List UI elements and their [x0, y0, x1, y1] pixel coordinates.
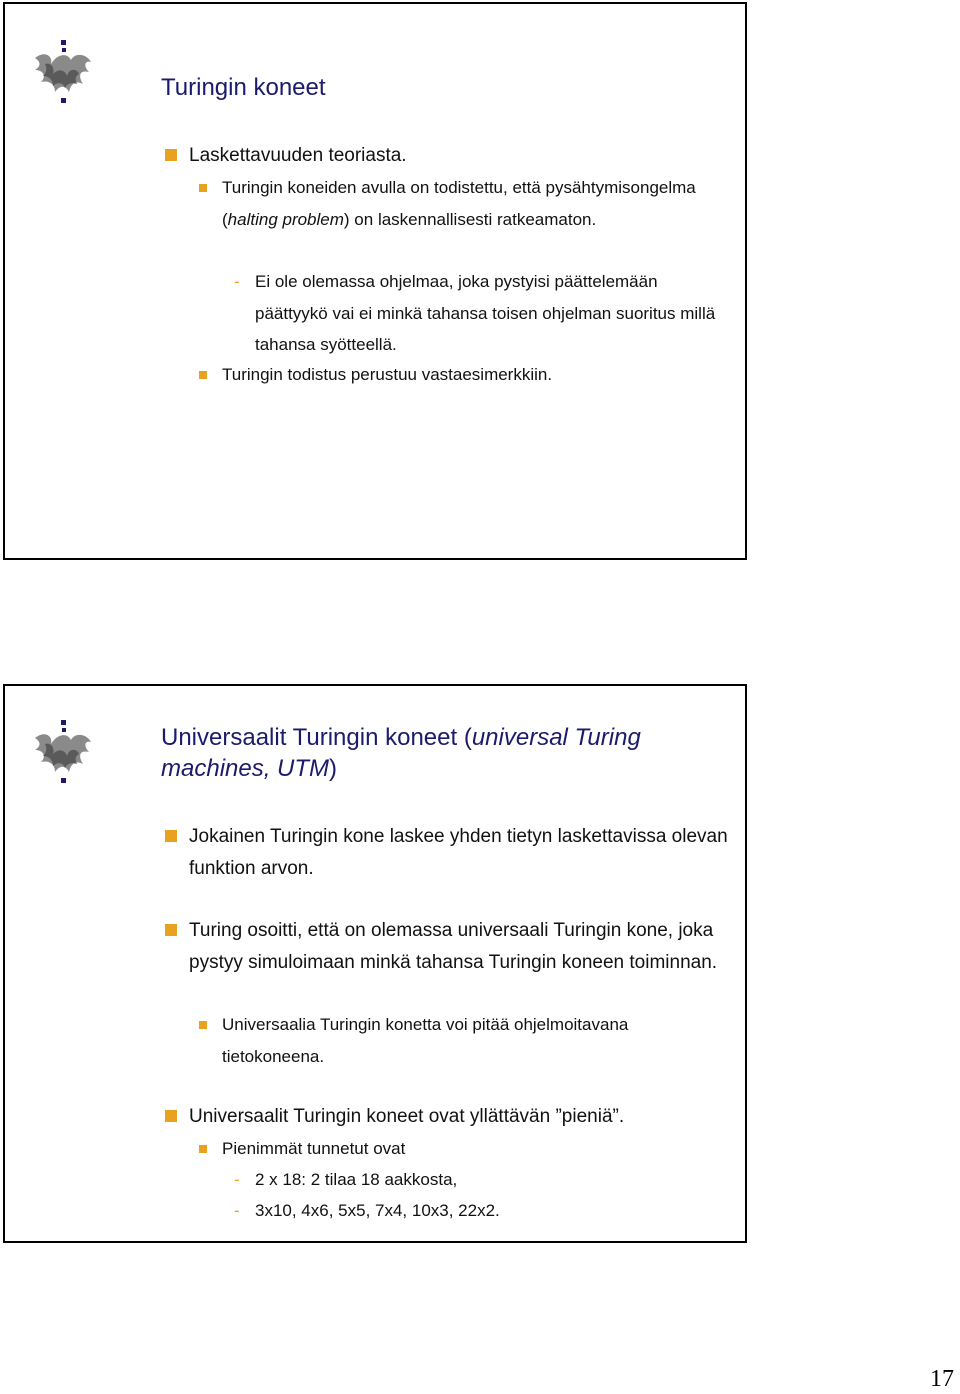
square-bullet-icon	[165, 924, 177, 936]
square-bullet-icon	[199, 1021, 207, 1029]
slide-2: Universaalit Turingin koneet (universal Turing machines, UTM) Jokainen Turingin kone laskee yhden tietyn laskettavissa olevan funktion arvon. Turing osoitti, että on olemassa universaali Turingin kone, joka pystyy simuloimaan minkä tahansa Turingin koneen toiminnan. Universaalia Turingin konetta voi pitää ohjelmoitavana tietokoneena. Universaalit Turingin koneet ovat yllättävän ”pieniä”. Pienimmät tunnetut ovat - 2 x 18: 2 tilaa 18 aakkosta, - 3x10, 4x6, 5x5, 7x4, 10x3, 22x2.	[3, 684, 747, 1243]
square-bullet-icon	[165, 1110, 177, 1122]
square-bullet-icon	[165, 830, 177, 842]
page-number: 17	[930, 1366, 954, 1392]
university-flame-logo-icon	[31, 720, 97, 786]
dash-bullet: -	[234, 1201, 240, 1220]
square-bullet-icon	[199, 184, 207, 192]
university-flame-logo-icon	[31, 40, 97, 106]
dash-bullet: -	[234, 272, 240, 291]
square-bullet-icon	[199, 371, 207, 379]
slide-title: Turingin koneet	[161, 74, 326, 101]
slide-1: Turingin koneet Laskettavuuden teoriasta. Turingin koneiden avulla on todistettu, että pysähtymisongelma (halting problem) on laskennallisesti ratkeamaton. - Ei ole olemassa ohjelmaa, joka pystyisi päättelemään päättyykö vai ei minkä tahansa toisen ohjelman suoritus millä tahansa syötteellä. Turingin todistus perustuu vastaesimerkkiin.	[3, 2, 747, 560]
square-bullet-icon	[165, 149, 177, 161]
square-bullet-icon	[199, 1145, 207, 1153]
slide-title: Universaalit Turingin koneet (universal Turing machines, UTM)	[161, 724, 641, 782]
dash-bullet: -	[234, 1170, 240, 1189]
